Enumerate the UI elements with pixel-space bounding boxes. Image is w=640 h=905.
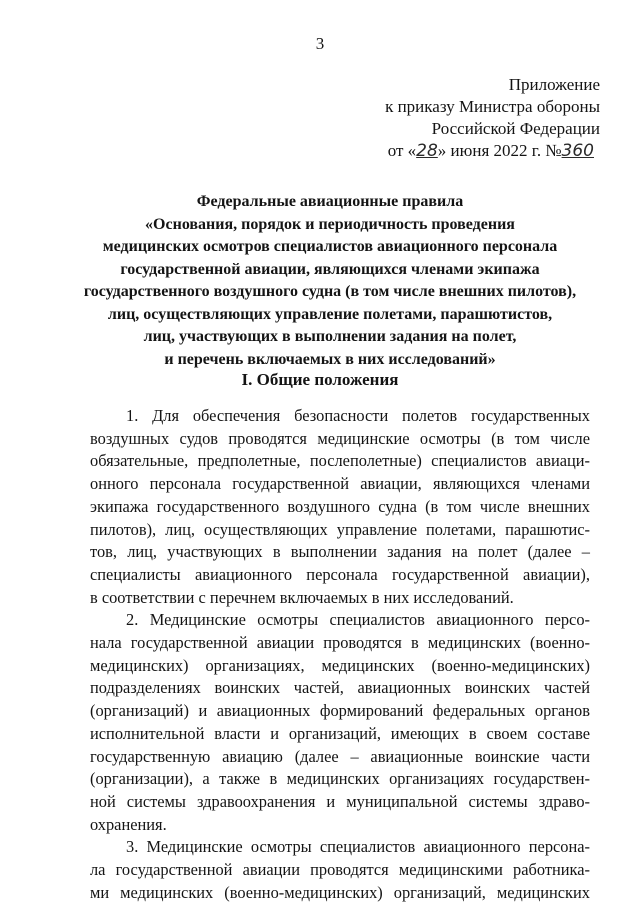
paragraph-line: пилотов), лиц, осуществляющих управление полетами, парашютис-: [90, 519, 590, 539]
paragraph-line: государственную авиацию (далее – авиационные воинские части: [90, 746, 590, 766]
paragraph-line: 2. Медицинские осмотры специалистов авиационного персо-: [126, 610, 590, 630]
paragraph-line: нала государственной авиации проводятся в медицинских (военно-: [90, 633, 590, 653]
body-text: [90, 405, 590, 904]
title-line: государственной авиации, являющихся членами экипажа: [120, 260, 540, 278]
paragraph-line: ла государственной авиации проводятся медицинскими работника-: [90, 860, 590, 880]
document-title: [60, 191, 600, 371]
order-day-handwritten: 28: [416, 141, 438, 161]
date-middle: » июня 2022 г. №: [437, 141, 562, 160]
order-date-line: [340, 140, 600, 162]
paragraph-line: (организации), а также в медицинских организациях государствен-: [90, 769, 590, 789]
paragraph-line: ной системы здравоохранения и муниципальной системы здраво-: [90, 791, 590, 811]
title-line: лиц, осуществляющих управление полетами, парашютистов,: [107, 305, 553, 323]
title-line: государственного воздушного судна (в том числе внешних пилотов),: [83, 283, 577, 300]
paragraph-line: воздушных судов проводятся медицинские осмотры (в том числе: [90, 428, 590, 448]
title-line: медицинских осмотров специалистов авиационного персонала: [102, 238, 558, 255]
paragraph-line: (организаций) и авиационных формирований федеральных органов: [90, 701, 590, 721]
paragraph-line: тов, лиц, участвующих в выполнении задания на полет (далее –: [90, 542, 590, 562]
paragraph-line: исполнительной власти и организаций, имеющих в своем составе: [90, 723, 590, 743]
page-number: 3: [315, 34, 325, 53]
paragraph-line: в соответствии с перечнем включаемых в них исследований.: [90, 587, 514, 607]
paragraph-line: 3. Медицинские осмотры специалистов авиационного персона-: [126, 837, 590, 857]
appendix-line-3: Российской Федерации: [431, 119, 600, 138]
paragraph-line: охранения.: [90, 814, 167, 834]
paragraph-line: ми медицинских (военно-медицинских) организаций, медицинских: [90, 882, 590, 902]
appendix-line-1: Приложение: [508, 75, 600, 94]
date-prefix: от «: [387, 141, 417, 160]
title-line: «Основания, порядок и периодичность проведения: [145, 215, 515, 233]
paragraph-line: медицинских) организациях, медицинских (военно-медицинских): [90, 655, 590, 675]
paragraph-line: онного персонала государственной авиации, являющихся членами: [90, 474, 590, 494]
title-line: Федеральные авиационные правила: [196, 193, 464, 210]
title-line: и перечень включаемых в них исследований»: [164, 350, 496, 368]
appendix-line-2: к приказу Министра обороны: [385, 97, 600, 116]
appendix-header: [340, 74, 600, 162]
title-line: лиц, участвующих в выполнении задания на полет,: [143, 328, 517, 345]
section-heading: I. Общие положения: [241, 370, 399, 389]
paragraph-line: подразделениях воинских частей, авиационных воинских частей: [90, 678, 590, 698]
order-number-handwritten: 360: [561, 141, 594, 161]
paragraph-line: экипажа государственного воздушного судна (в том числе внешних: [90, 496, 590, 516]
paragraph-line: обязательные, предполетные, послеполетные) специалистов авиаци-: [90, 451, 590, 471]
paragraph-line: 1. Для обеспечения безопасности полетов государственных: [126, 406, 590, 425]
paragraph-line: специалисты авиационного персонала государственной авиации),: [90, 564, 590, 584]
